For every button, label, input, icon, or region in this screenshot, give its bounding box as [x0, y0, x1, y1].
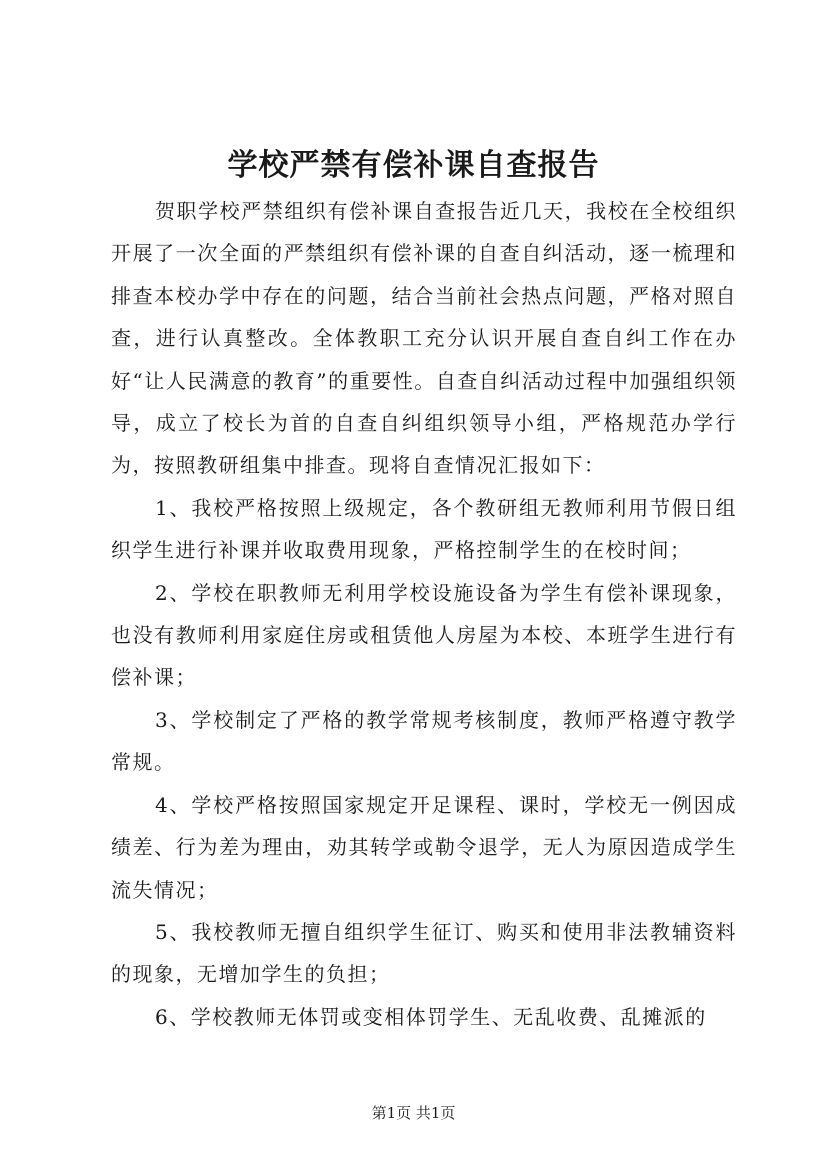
paragraph-item-1: 1、我校严格按照上级规定，各个教研组无教师利用节假日组织学生进行补课并收取费用现象，严格控制学生的在校时间；	[111, 495, 737, 563]
paragraph-intro: 贺职学校严禁组织有偿补课自查报告近几天，我校在全校组织开展了一次全面的严禁组织有偿补课的自查自纠活动，逐一梳理和排查本校办学中存在的问题，结合当前社会热点问题，严格对照自查，进行认真整改。全体教职工充分认识开展自查自纠工作在办好“让人民满意的教育”的重要性。自查自纠活动过程中加强组织领导，成立了校长为首的自查自纠组织领导小组，严格规范办学行为，按照教研组集中排查。现将自查情况汇报如下：	[111, 199, 737, 478]
paragraph-item-4: 4、学校严格按照国家规定开足课程、课时，学校无一例因成绩差、行为差为理由，劝其转学或勒令退学，无人为原因造成学生流失情况；	[111, 792, 737, 902]
document-title: 学校严禁有偿补课自查报告	[227, 148, 600, 183]
page-footer: 第1页 共1页	[371, 1104, 456, 1122]
document-body	[111, 190, 737, 1038]
paragraph-item-6: 6、学校教师无体罚或变相体罚学生、无乱收费、乱摊派的	[155, 1004, 707, 1029]
paragraph-item-3: 3、学校制定了严格的教学常规考核制度，教师严格遵守教学常规。	[111, 707, 737, 775]
paragraph-item-5: 5、我校教师无擅自组织学生征订、购买和使用非法教辅资料的现象，无增加学生的负担；	[111, 919, 737, 987]
paragraph-item-2: 2、学校在职教师无利用学校设施设备为学生有偿补课现象，也没有教师利用家庭住房或租赁他人房屋为本校、本班学生进行有偿补课；	[111, 580, 737, 690]
